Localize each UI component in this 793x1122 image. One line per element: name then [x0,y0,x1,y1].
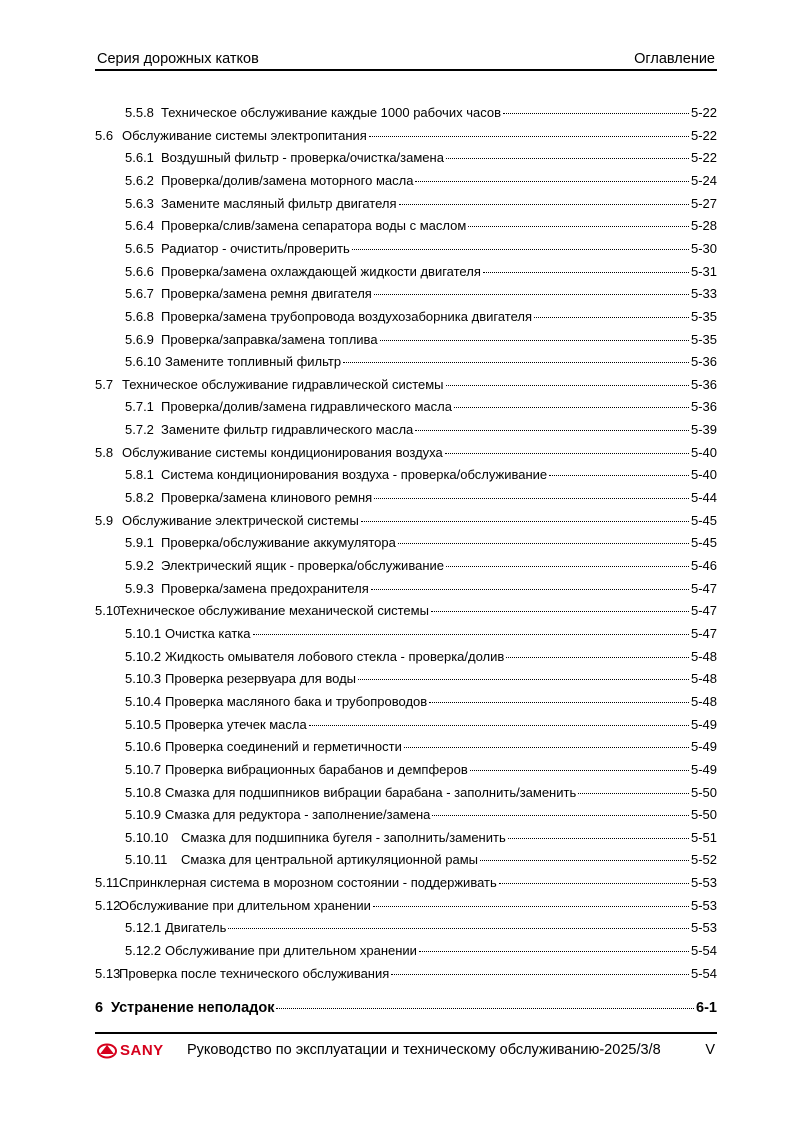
toc-section-entry[interactable] [95,898,717,920]
toc-entry-number: 5.9.1 [125,535,154,551]
toc-entry-number: 5.10.9 [125,807,162,823]
toc-subsection-entry[interactable] [95,807,717,829]
toc-entry-page-number: 5-52 [690,852,717,868]
dot-leader [228,928,689,929]
toc-chapter-entry[interactable] [95,1000,717,1024]
toc-entry-title: Проверка вибрационных барабанов и демпферов [165,761,468,777]
toc-entry-page-number: 5-22 [690,105,717,120]
dot-leader [503,113,689,114]
toc-entry-title: Обслуживание системы кондиционирования воздуха [122,444,443,460]
toc-entry-title: Проверка/замена предохранителя [161,580,369,596]
toc-entry-title: Радиатор - очистить/проверить [161,240,350,256]
toc-entry-page-number: 5-39 [690,422,717,438]
dot-leader [468,226,689,227]
toc-entry-number: 5.6.5 [125,240,154,256]
toc-entry-number: 5.9 [95,512,114,528]
chapter-title: Устранение неполадок [111,1000,275,1016]
dot-leader [534,317,689,318]
toc-entry-title: Проверка масляного бака и трубопроводов [165,693,428,709]
dot-leader [431,611,689,612]
dot-leader [276,1008,694,1009]
toc-entry-page-number: 5-44 [690,490,717,506]
dot-leader [415,181,689,182]
dot-leader [352,249,689,250]
toc-entry-number: 5.6.7 [125,286,154,302]
footer-page-number: V [705,1042,715,1058]
dot-leader [470,770,689,771]
toc-entry-title: Обслуживание электрической системы [122,512,359,528]
dot-leader [446,566,689,567]
toc-subsection-entry[interactable] [95,649,717,671]
toc-subsection-entry[interactable] [95,105,717,127]
toc-entry-title: Проверка после технического обслуживания [119,965,390,981]
toc-subsection-entry[interactable] [95,762,717,784]
toc-subsection-entry[interactable] [95,581,717,603]
toc-entry-number: 5.10.8 [125,784,162,800]
toc-entry-page-number: 5-48 [690,671,717,687]
toc-entry-page-number: 5-47 [690,580,717,596]
toc-entry-title: Проверка/замена трубопровода воздухозаборника двигателя [161,308,532,324]
toc-entry-title: Обслуживание при длительном хранении [165,943,417,959]
dot-leader [454,407,689,408]
toc-entry-page-number: 5-50 [690,784,717,800]
toc-entry-title: Проверка утечек масла [165,716,307,732]
toc-entry-page-number: 5-49 [690,716,717,732]
toc-entry-title: Проверка/долив/замена моторного масла [161,172,414,188]
toc-entry-number: 5.10.7 [125,761,162,777]
toc-subsection-entry[interactable] [95,671,717,693]
toc-entry-page-number: 5-54 [690,943,717,959]
toc-entry-title: Жидкость омывателя лобового стекла - проверка/долив [165,648,505,664]
toc-section-entry[interactable] [95,128,717,150]
header-series-title: Серия дорожных катков [97,51,259,67]
toc-entry-page-number: 5-53 [690,875,717,891]
dot-leader [480,860,689,861]
toc-entry-title: Электрический ящик - проверка/обслуживание [161,558,444,573]
toc-subsection-entry[interactable] [95,920,717,942]
toc-entry-page-number: 5-24 [690,172,717,188]
toc-entry-page-number: 5-35 [690,308,717,324]
toc-subsection-entry[interactable] [95,399,717,421]
toc-subsection-entry[interactable] [95,422,717,444]
toc-subsection-entry[interactable] [95,490,717,512]
toc-entry-title: Техническое обслуживание механической системы [119,603,429,619]
toc-subsection-entry[interactable] [95,196,717,218]
toc-entry-page-number: 5-22 [690,150,717,166]
dot-leader [508,838,689,839]
toc-subsection-entry[interactable] [95,467,717,489]
toc-entry-number: 5.13 [95,965,121,981]
toc-entry-page-number: 5-50 [690,807,717,823]
dot-leader [415,430,689,431]
toc-entry-title: Замените фильтр гидравлического масла [161,422,414,438]
toc-subsection-entry[interactable] [95,626,717,648]
toc-subsection-entry[interactable] [95,739,717,761]
toc-entry-title: Смазка для редуктора - заполнение/замена [165,807,431,823]
toc-entry-number: 5.6.3 [125,195,154,211]
toc-subsection-entry[interactable] [95,150,717,172]
toc-entry-page-number: 5-48 [690,693,717,709]
toc-entry-number: 5.10.4 [125,693,162,709]
dot-leader [380,340,689,341]
toc-entry-number: 5.10.10 [125,829,169,845]
dot-leader [445,453,689,454]
toc-entry-number: 5.10.1 [125,625,162,641]
toc-entry-page-number: 5-33 [690,286,717,302]
toc-entry-title: Система кондиционирования воздуха - проверка/обслуживание [161,467,548,483]
dot-leader [549,475,689,476]
toc-entry-number: 5.6.8 [125,308,154,324]
toc-section-entry[interactable] [95,377,717,399]
toc-entry-title: Проверка/обслуживание аккумулятора [161,535,396,551]
sany-logo-icon [97,1043,117,1059]
toc-entry-page-number: 5-28 [690,218,717,234]
toc-entry-number: 5.6 [95,127,114,143]
toc-entry-page-number: 5-45 [690,512,717,528]
toc-entry-page-number: 5-35 [690,331,717,347]
dot-leader [419,951,689,952]
toc-entry-title: Проверка/замена ремня двигателя [161,286,372,302]
toc-subsection-entry[interactable] [95,332,717,354]
toc-entry-page-number: 5-40 [690,467,717,483]
toc-subsection-entry[interactable] [95,535,717,557]
toc-entry-page-number: 5-36 [690,354,717,370]
toc-entry-title: Замените масляный фильтр двигателя [161,195,397,211]
toc-subsection-entry[interactable] [95,264,717,286]
dot-leader [429,702,689,703]
toc-entry-number: 5.10.3 [125,671,162,687]
toc-entry-number: 5.12.2 [125,943,162,959]
dot-leader [374,498,689,499]
logo-text: SANY [120,1042,164,1059]
toc-section-entry[interactable] [95,603,717,625]
dot-leader [358,679,689,680]
toc-entry-number: 5.6.10 [125,354,162,370]
toc-entry-number: 5.12 [95,897,121,913]
toc-entry-page-number: 5-54 [690,965,717,981]
toc-entry-title: Проверка/замена охлаждающей жидкости двигателя [161,263,481,279]
toc-entry-title: Двигатель [165,920,227,936]
dot-leader [483,272,689,273]
dot-leader [374,294,689,295]
toc-entry-number: 5.6.2 [125,172,154,188]
dot-leader [309,725,689,726]
toc-subsection-entry[interactable] [95,286,717,308]
toc-subsection-entry[interactable] [95,943,717,965]
toc-entry-title: Техническое обслуживание гидравлической системы [122,376,444,392]
toc-entry-number: 5.12.1 [125,920,162,936]
toc-entry-number: 5.10.11 [125,852,168,868]
toc-entry-title: Проверка резервуара для воды [165,671,357,687]
toc-entry-title: Замените топливный фильтр [165,354,342,370]
toc-subsection-entry[interactable] [95,241,717,263]
toc-entry-page-number: 5-53 [690,897,717,913]
toc-entry-number: 5.5.8 [125,105,154,120]
dot-leader [398,543,689,544]
toc-entry-title: Проверка/замена клинового ремня [161,490,373,506]
toc-entry-number: 5.10.5 [125,716,162,732]
header-section-title: Оглавление [634,51,715,67]
toc-entry-page-number: 5-27 [690,195,717,211]
chapter-page-number: 6-1 [696,1000,717,1016]
toc-entry-page-number: 5-31 [690,263,717,279]
toc-entry-title: Очистка катка [165,625,251,641]
toc-entry-page-number: 5-47 [690,603,717,619]
toc-entry-number: 5.8.1 [125,467,154,483]
dot-leader [373,906,689,907]
toc-entry-page-number: 5-45 [690,535,717,551]
toc-entry-title: Смазка для центральной артикуляционной рамы [181,852,478,868]
toc-subsection-entry[interactable] [95,354,717,376]
dot-leader [371,589,689,590]
toc-entry-page-number: 5-49 [690,761,717,777]
toc-entry-title: Спринклерная система в морозном состоянии - поддерживать [119,875,497,891]
toc-entry-page-number: 5-22 [690,127,717,143]
toc-entry-number: 5.6.1 [125,150,154,166]
toc-entry-page-number: 5-53 [690,920,717,936]
toc-entry-number: 5.11 [95,875,120,891]
toc-entry-page-number: 5-40 [690,444,717,460]
dot-leader [253,634,689,635]
toc-entry-title: Техническое обслуживание каждые 1000 рабочих часов [161,105,501,120]
toc-entry-number: 5.8.2 [125,490,154,506]
dot-leader [499,883,689,884]
toc-entry-page-number: 5-49 [690,739,717,755]
toc-entry-title: Обслуживание при длительном хранении [119,897,371,913]
dot-leader [578,793,689,794]
toc-entry-page-number: 5-48 [690,648,717,664]
toc-entry-number: 5.10.6 [125,739,162,755]
toc-entry-title: Проверка/долив/замена гидравлического масла [161,399,452,415]
toc-subsection-entry[interactable] [95,852,717,874]
toc-subsection-entry[interactable] [95,717,717,739]
toc-section-entry[interactable] [95,513,717,535]
dot-leader [432,815,689,816]
dot-leader [404,747,689,748]
toc-entry-number: 5.6.6 [125,263,154,279]
toc-subsection-entry[interactable] [95,309,717,331]
toc-entry-number: 5.6.9 [125,331,154,347]
toc-entry-title: Смазка для подшипника бугеля - заполнить/заменить [181,829,506,845]
toc-entry-number: 5.8 [95,444,114,460]
footer-manual-title: Руководство по эксплуатации и техническому обслуживанию-2025/3/8 [187,1042,661,1058]
toc-subsection-entry[interactable] [95,558,717,580]
dot-leader [391,974,689,975]
sany-logo [97,1042,164,1059]
toc-entry-page-number: 5-47 [690,625,717,641]
toc-entry-title: Проверка/слив/замена сепаратора воды с маслом [161,218,467,234]
toc-entry-page-number: 5-51 [690,829,717,845]
toc-entry-title: Воздушный фильтр - проверка/очистка/замена [161,150,444,166]
toc-entry-page-number: 5-30 [690,240,717,256]
dot-leader [343,362,689,363]
dot-leader [506,657,689,658]
toc-entry-page-number: 5-36 [690,376,717,392]
dot-leader [446,158,689,159]
toc-entry-title: Обслуживание системы электропитания [122,127,367,143]
toc-entry-title: Проверка/заправка/замена топлива [161,331,378,347]
dot-leader [361,521,689,522]
toc-section-entry[interactable] [95,875,717,897]
dot-leader [446,385,689,386]
page-header [95,49,717,71]
toc-subsection-entry[interactable] [95,830,717,852]
toc-entry-number: 5.9.3 [125,580,154,596]
toc-section-entry[interactable] [95,966,717,988]
dot-leader [369,136,689,137]
toc-entry-number: 5.6.4 [125,218,154,234]
toc-entry-number: 5.7 [95,376,114,392]
toc-entry-page-number: 5-46 [690,558,717,573]
toc-entry-number: 5.10.2 [125,648,162,664]
toc-entry-number: 5.10 [95,603,121,619]
dot-leader [399,204,689,205]
toc-entry-number: 5.9.2 [125,558,154,573]
toc-section-entry[interactable] [95,445,717,467]
toc-entry-number: 5.7.2 [125,422,154,438]
toc-entry-title: Проверка соединений и герметичности [165,739,402,755]
toc-subsection-entry[interactable] [95,218,717,240]
page-footer [95,1032,717,1064]
toc-subsection-entry[interactable] [95,173,717,195]
toc-entry-title: Смазка для подшипников вибрации барабана - заполнить/заменить [165,784,577,800]
toc-subsection-entry[interactable] [95,785,717,807]
toc-entry-page-number: 5-36 [690,399,717,415]
chapter-number: 6 [95,1000,104,1016]
toc-subsection-entry[interactable] [95,694,717,716]
toc-entry-number: 5.7.1 [125,399,154,415]
